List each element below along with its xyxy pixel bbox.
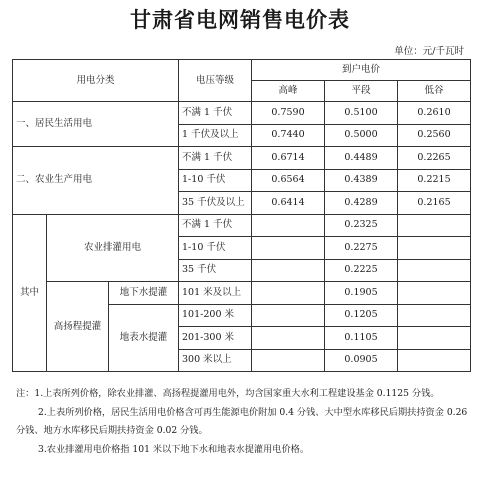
note-1: 注：1.上表所列价格，除农业排灌、高扬程提灌用电外，均含国家重大水利工程建设基金 0.1125 分钱。 <box>16 388 440 399</box>
flat-cell: 0.5100 <box>325 102 398 125</box>
flat-cell: 0.2225 <box>325 259 398 282</box>
peak-cell: 0.7440 <box>252 124 325 147</box>
valley-cell <box>398 349 471 372</box>
table-row <box>13 147 471 170</box>
surface-water-label: 地表水提灌 <box>109 304 179 372</box>
price-table <box>12 59 471 372</box>
flat-cell: 0.1205 <box>325 304 398 327</box>
peak-cell <box>252 214 325 237</box>
flat-cell: 0.1105 <box>325 327 398 350</box>
flat-cell: 0.5000 <box>325 124 398 147</box>
peak-cell <box>252 282 325 305</box>
voltage-cell: 101-200 米 <box>179 304 252 327</box>
peak-cell: 0.6414 <box>252 192 325 215</box>
agriculture-label: 二、农业生产用电 <box>13 147 179 215</box>
note-2: 2.上表所列价格，居民生活用电价格含可再生能源电价附加 0.4 分钱、大中型水库移民后期扶持资金 0.26 分钱、地方水库移民后期扶持资金 0.02 分钱。 <box>16 406 468 436</box>
valley-cell <box>398 237 471 260</box>
header-row <box>13 60 471 81</box>
irrigation-label: 农业排灌用电 <box>47 214 179 282</box>
flat-cell: 0.0905 <box>325 349 398 372</box>
note-3: 3.农业排灌用电价格指 101 米以下地下水和地表水提灌用电价格。 <box>38 443 310 455</box>
unit-label: 单位：元/千瓦时 <box>394 46 464 57</box>
voltage-cell: 35 千伏 <box>179 259 252 282</box>
peak-cell <box>252 304 325 327</box>
voltage-cell: 1-10 千伏 <box>179 169 252 192</box>
qizhong-label: 其中 <box>13 214 47 372</box>
voltage-cell: 不满 1 千伏 <box>179 214 252 237</box>
ground-water-label: 地下水提灌 <box>109 282 179 305</box>
valley-cell <box>398 327 471 350</box>
voltage-cell: 不满 1 千伏 <box>179 102 252 125</box>
header-valley: 低谷 <box>398 81 471 102</box>
voltage-cell: 35 千伏及以上 <box>179 192 252 215</box>
flat-cell: 0.1905 <box>325 282 398 305</box>
voltage-cell: 不满 1 千伏 <box>179 147 252 170</box>
voltage-cell: 101 米及以上 <box>179 282 252 305</box>
page-title: 甘肃省电网销售电价表 <box>130 7 350 32</box>
valley-cell: 0.2560 <box>398 124 471 147</box>
flat-cell: 0.4489 <box>325 147 398 170</box>
valley-cell <box>398 259 471 282</box>
flat-cell: 0.2275 <box>325 237 398 260</box>
header-category: 用电分类 <box>13 60 179 102</box>
valley-cell: 0.2165 <box>398 192 471 215</box>
valley-cell <box>398 304 471 327</box>
valley-cell: 0.2265 <box>398 147 471 170</box>
flat-cell: 0.4389 <box>325 169 398 192</box>
valley-cell <box>398 214 471 237</box>
table-row <box>13 282 471 305</box>
peak-cell: 0.6714 <box>252 147 325 170</box>
valley-cell: 0.2215 <box>398 169 471 192</box>
peak-cell <box>252 349 325 372</box>
valley-cell: 0.2610 <box>398 102 471 125</box>
header-voltage: 电压等级 <box>179 60 252 102</box>
header-peak: 高峰 <box>252 81 325 102</box>
header-flat: 平段 <box>325 81 398 102</box>
peak-cell <box>252 327 325 350</box>
header-price: 到户电价 <box>252 60 471 81</box>
table-row <box>13 214 471 237</box>
voltage-cell: 300 米以上 <box>179 349 252 372</box>
flat-cell: 0.2325 <box>325 214 398 237</box>
notes <box>16 385 468 459</box>
peak-cell: 0.7590 <box>252 102 325 125</box>
peak-cell: 0.6564 <box>252 169 325 192</box>
residential-label: 一、居民生活用电 <box>13 102 179 147</box>
voltage-cell: 201-300 米 <box>179 327 252 350</box>
peak-cell <box>252 237 325 260</box>
table-row <box>13 102 471 125</box>
high-lift-label: 高扬程提灌 <box>47 282 109 372</box>
valley-cell <box>398 282 471 305</box>
flat-cell: 0.4289 <box>325 192 398 215</box>
peak-cell <box>252 259 325 282</box>
voltage-cell: 1-10 千伏 <box>179 237 252 260</box>
voltage-cell: 1 千伏及以上 <box>179 124 252 147</box>
